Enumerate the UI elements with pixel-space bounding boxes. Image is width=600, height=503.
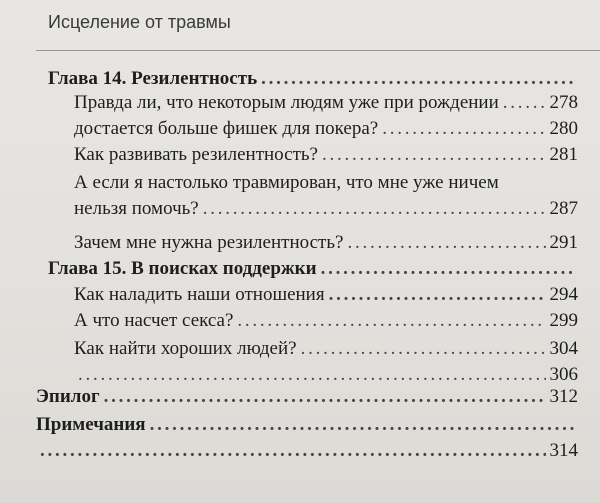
toc-item-line: нельзя помочь? xyxy=(74,198,199,219)
toc-item-title: Зачем мне нужна резилентность? xyxy=(74,232,344,253)
leader-dots xyxy=(329,282,546,308)
toc-page-number: 291 xyxy=(549,232,578,253)
leader-dots xyxy=(237,308,545,334)
leader-dots xyxy=(382,116,545,142)
toc-item-sex[interactable] xyxy=(74,308,578,334)
toc-item-line: Правда ли, что некоторым людям уже при рождении xyxy=(74,92,499,113)
toc-page-number: 281 xyxy=(549,144,578,165)
toc-item-develop-resilience[interactable] xyxy=(74,142,578,168)
toc-item-too-traumatized[interactable] xyxy=(74,170,578,222)
toc-page-number: 312 xyxy=(549,386,578,407)
leader-dots xyxy=(261,66,574,92)
leader-dots xyxy=(104,384,546,410)
toc-chapter-15[interactable] xyxy=(48,256,578,308)
toc-page-number: 287 xyxy=(549,198,578,219)
toc-item-poker-chips[interactable] xyxy=(74,90,578,142)
toc-notes[interactable] xyxy=(36,412,578,464)
toc-page-number: 280 xyxy=(549,118,578,139)
toc-item-why-resilience[interactable] xyxy=(74,230,578,256)
toc-page-number: 278 xyxy=(549,92,578,113)
toc-chapter-14-title: Глава 14. Резилентность xyxy=(48,68,258,89)
toc-item-title: А что насчет секса? xyxy=(74,310,234,331)
toc-item-title: Как найти хороших людей? xyxy=(74,338,297,359)
toc-page-number: 306 xyxy=(549,364,578,385)
leader-dots xyxy=(40,438,546,464)
leader-dots xyxy=(322,142,546,168)
toc-item-line: достается больше фишек для покера? xyxy=(74,118,379,139)
toc-page-number: 304 xyxy=(549,338,578,359)
leader-dots xyxy=(503,90,546,116)
toc-chapter-14[interactable] xyxy=(48,66,578,92)
leader-dots xyxy=(150,412,574,438)
toc-page-number: 314 xyxy=(549,440,578,461)
leader-dots xyxy=(321,256,574,282)
toc-notes-title: Примечания xyxy=(36,414,146,435)
toc-epilogue-title: Эпилог xyxy=(36,386,100,407)
leader-dots xyxy=(301,336,546,362)
toc-page-number: 294 xyxy=(549,284,578,305)
toc-item-good-people[interactable] xyxy=(74,336,578,388)
toc-item-line: А если я настолько травмирован, что мне уже ничем xyxy=(74,172,499,193)
toc-epilogue[interactable] xyxy=(36,384,578,410)
toc-item-title: Как развивать резилентность? xyxy=(74,144,318,165)
toc-page-number: 299 xyxy=(549,310,578,331)
leader-dots xyxy=(203,196,546,222)
running-head: Исцеление от травмы xyxy=(48,12,231,32)
toc-item-title: Как наладить наши отношения xyxy=(74,284,325,305)
leader-dots xyxy=(347,230,545,256)
toc-chapter-15-title: Глава 15. В поисках поддержки xyxy=(48,258,317,279)
